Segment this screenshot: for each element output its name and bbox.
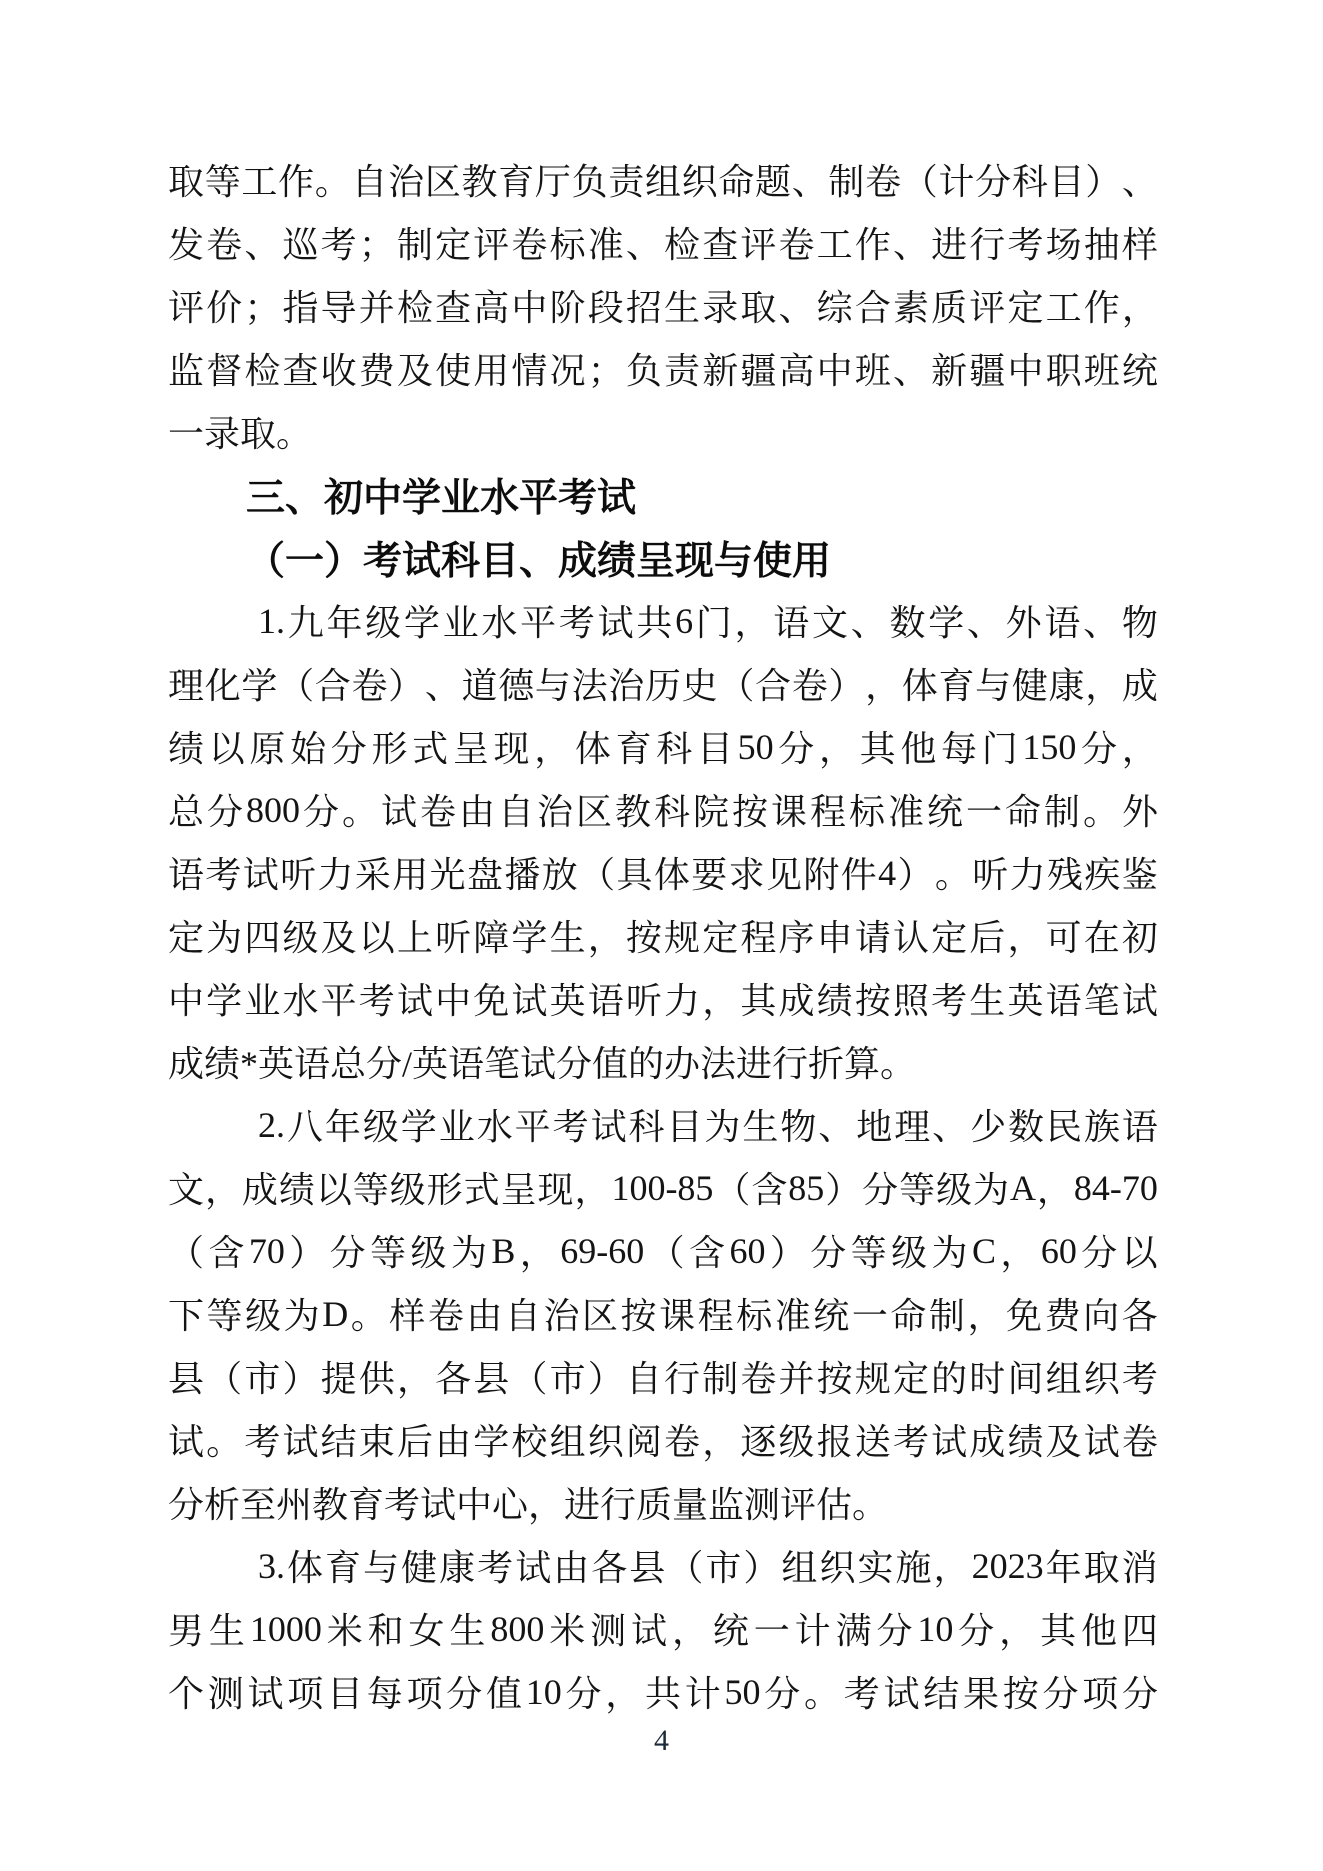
- text-line: 县 （ 市 ） 提 供 ， 各 县 （ 市 ） 自 行 制 卷 并 按 规 定 的 时 间 组 织 考: [168, 1359, 1158, 1399]
- text-line: 3. 体 育 与 健 康 考 试 由 各 县 （ 市 ） 组 织 实 施 ， 2023 年 取 消: [258, 1545, 1158, 1588]
- text-line: 监 督 检 查 收 费 及 使 用 情 况 ； 负 责 新 疆 高 中 班 、 新 疆 中 职 班 统: [168, 351, 1158, 391]
- text-line: 个 测 试 项 目 每 项 分 值 10 分 ， 共 计 50 分 。 考 试 结 果 按 分 项 分: [168, 1671, 1158, 1714]
- heading-1: [168, 463, 1158, 526]
- paragraph: [168, 1093, 1158, 1534]
- text-line: 总 分 800 分 。 试 卷 由 自 治 区 教 科 院 按 课 程 标 准 统 一 命 制 。 外: [168, 789, 1158, 832]
- heading-2-line: （一）考试科目、成绩呈现与使用: [246, 539, 832, 583]
- text-line: 取 等 工 作 。 自 治 区 教 育 厅 负 责 组 织 命 题 、 制 卷 （ 计 分 科 目 ） 、: [168, 162, 1158, 202]
- paragraph: [168, 1534, 1158, 1723]
- paragraph: [168, 148, 1158, 463]
- text-line: 男 生 1000 米 和 女 生 800 米 测 试 ， 统 一 计 满 分 10 分 ， 其 他 四: [168, 1608, 1158, 1651]
- text-line: 文 ， 成 绩 以 等 级 形 式 呈 现 ， 100-85 （ 含 85 ） 分 等 级 为 A ， 84-70: [168, 1167, 1158, 1210]
- text-line: 下 等 级 为 D 。 样 卷 由 自 治 区 按 课 程 标 准 统 一 命 制 ， 免 费 向 各: [168, 1293, 1158, 1336]
- text-line: 一录取。: [168, 414, 313, 454]
- page-number: 4: [654, 1724, 669, 1757]
- heading-2: [168, 526, 1158, 589]
- document-body: [168, 148, 1158, 1723]
- text-line: 分析至州教育考试中心，进行质量监测评估。: [168, 1485, 889, 1525]
- text-line: 中 学 业 水 平 考 试 中 免 试 英 语 听 力 ， 其 成 绩 按 照 考 生 英 语 笔 试: [168, 981, 1158, 1021]
- paragraph: [168, 589, 1158, 1093]
- text-line: 试 。 考 试 结 束 后 由 学 校 组 织 阅 卷 ， 逐 级 报 送 考 试 成 绩 及 试 卷: [168, 1422, 1158, 1462]
- text-line: 成绩*英语总分/英语笔试分值的办法进行折算。: [168, 1044, 917, 1084]
- text-line: 发 卷 、 巡 考 ； 制 定 评 卷 标 准 、 检 查 评 卷 工 作 、 进 行 考 场 抽 样: [168, 225, 1158, 265]
- text-line: 1. 九 年 级 学 业 水 平 考 试 共 6 门 ， 语 文 、 数 学 、 外 语 、 物: [258, 600, 1158, 643]
- text-line: 理 化 学 （ 合 卷 ） 、 道 德 与 法 治 历 史 （ 合 卷 ） ， 体 育 与 健 康 ， 成: [168, 666, 1158, 706]
- heading-1-line: 三、初中学业水平考试: [246, 476, 637, 520]
- text-line: 定 为 四 级 及 以 上 听 障 学 生 ， 按 规 定 程 序 申 请 认 定 后 ， 可 在 初: [168, 918, 1158, 958]
- text-line: 绩 以 原 始 分 形 式 呈 现 ， 体 育 科 目 50 分 ， 其 他 每 门 150 分 ，: [168, 726, 1158, 769]
- text-line: 评 价 ； 指 导 并 检 查 高 中 阶 段 招 生 录 取 、 综 合 素 质 评 定 工 作 ，: [168, 288, 1158, 328]
- text-line: 2. 八 年 级 学 业 水 平 考 试 科 目 为 生 物 、 地 理 、 少 数 民 族 语: [258, 1104, 1158, 1147]
- text-line: 语 考 试 听 力 采 用 光 盘 播 放 （ 具 体 要 求 见 附 件 4 ） 。 听 力 残 疾 鉴: [168, 852, 1158, 895]
- text-line: （ 含 70 ） 分 等 级 为 B ， 69-60 （ 含 60 ） 分 等 级 为 C ， 60 分 以: [168, 1230, 1158, 1273]
